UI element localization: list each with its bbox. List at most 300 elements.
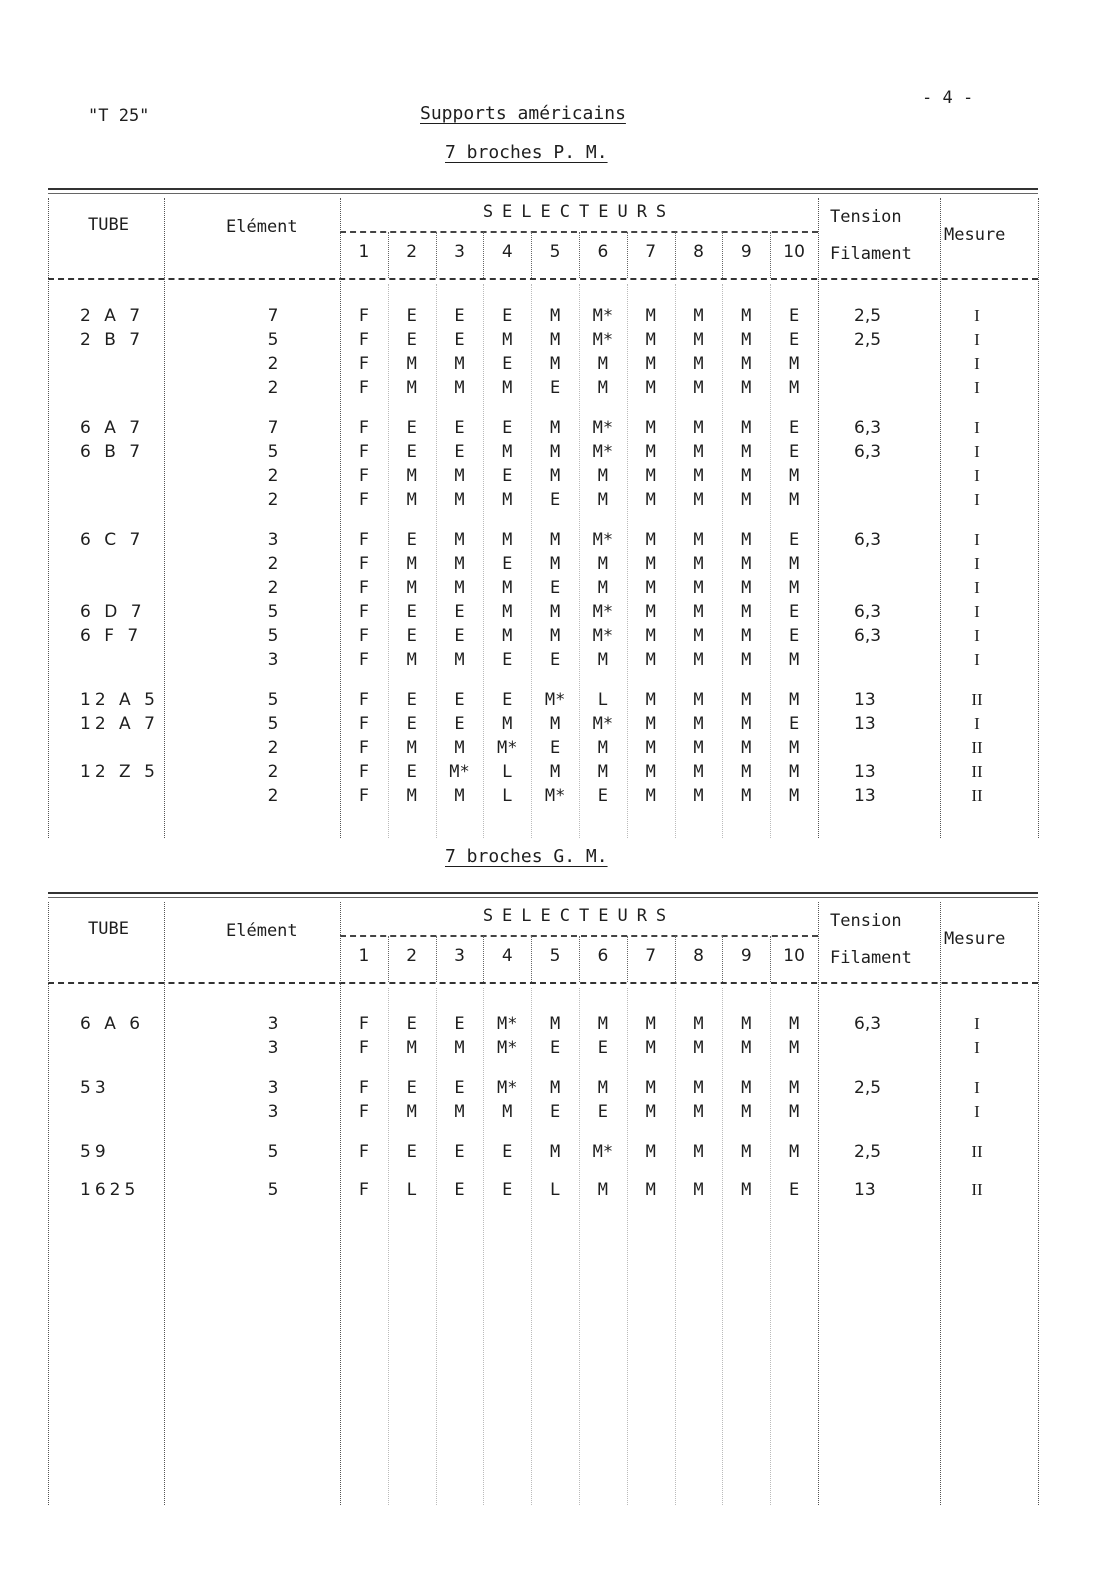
selector-value: M xyxy=(549,762,561,782)
selector-value: E xyxy=(597,1038,609,1058)
element-count: 2 xyxy=(267,786,279,806)
element-count: 3 xyxy=(267,1078,279,1098)
table-top-rule xyxy=(48,188,1038,190)
selector-value: F xyxy=(358,738,370,758)
selector-value: E xyxy=(549,650,561,670)
selector-value: M xyxy=(645,330,656,350)
selector-value: M xyxy=(693,1078,704,1098)
selector-value: M xyxy=(741,1038,752,1058)
element-count: 5 xyxy=(267,1142,279,1162)
table-row xyxy=(48,442,1038,466)
selector-value: F xyxy=(358,1142,370,1162)
selector-value: M xyxy=(549,554,561,574)
selector-column-number: 8 xyxy=(693,242,704,262)
selector-value: M xyxy=(454,354,465,374)
selector-value: F xyxy=(358,330,370,350)
tube-name: 6 A 7 xyxy=(80,418,145,438)
table-top-rule xyxy=(48,892,1038,894)
selector-value: F xyxy=(358,554,370,574)
selector-value: E xyxy=(454,690,465,710)
selector-body-divider xyxy=(483,988,484,1505)
table-7-broches-gm xyxy=(48,892,1038,1505)
table-row xyxy=(48,306,1038,330)
element-count: 2 xyxy=(267,490,279,510)
selector-value: F xyxy=(358,650,370,670)
element-count: 5 xyxy=(267,330,279,350)
element-count: 5 xyxy=(267,714,279,734)
header-tube: TUBE xyxy=(88,215,129,235)
mesure-value: I xyxy=(974,306,980,325)
element-count: 3 xyxy=(267,650,279,670)
selector-value: M xyxy=(597,1078,609,1098)
tension-value: 6,3 xyxy=(854,442,882,462)
selector-value: F xyxy=(358,466,370,486)
table-row xyxy=(48,690,1038,714)
selector-column-number: 1 xyxy=(358,946,370,966)
selector-value: M* xyxy=(592,442,614,462)
tube-name: 6 D 7 xyxy=(80,602,146,622)
column-divider xyxy=(1038,902,1039,1505)
selector-value: F xyxy=(358,626,370,646)
selector-value: E xyxy=(406,418,417,438)
selector-value: M xyxy=(693,1142,704,1162)
table-row xyxy=(48,330,1038,354)
selector-value: M xyxy=(454,738,465,758)
selector-value: M xyxy=(741,418,752,438)
table-row xyxy=(48,1038,1038,1062)
table1-subtitle: 7 broches P. M. xyxy=(445,142,608,163)
element-count: 7 xyxy=(267,306,279,326)
selector-value: F xyxy=(358,442,370,462)
selector-value: M xyxy=(406,378,417,398)
tension-value: 6,3 xyxy=(854,530,882,550)
selector-value: M xyxy=(454,1102,465,1122)
selector-value: M xyxy=(693,306,704,326)
selector-value: M xyxy=(406,786,417,806)
selector-value: M xyxy=(788,1142,800,1162)
selector-value: F xyxy=(358,1014,370,1034)
element-count: 2 xyxy=(267,354,279,374)
element-count: 7 xyxy=(267,418,279,438)
selector-value: E xyxy=(788,714,800,734)
selector-value: M* xyxy=(544,786,566,806)
selector-value: M xyxy=(693,1038,704,1058)
selector-column-number: 8 xyxy=(693,946,704,966)
selector-value: M xyxy=(645,626,656,646)
selector-value: M xyxy=(693,738,704,758)
selector-value: M xyxy=(645,554,656,574)
selector-value: F xyxy=(358,530,370,550)
selector-value: E xyxy=(502,306,513,326)
selector-value: E xyxy=(549,1038,561,1058)
selector-value: M xyxy=(741,490,752,510)
selector-value: E xyxy=(549,738,561,758)
selector-value: E xyxy=(502,354,513,374)
selector-value: M xyxy=(406,1038,417,1058)
selector-value: F xyxy=(358,714,370,734)
selector-value: M xyxy=(645,442,656,462)
header-tube: TUBE xyxy=(88,919,129,939)
selector-column-number: 9 xyxy=(740,946,752,966)
selector-value: M xyxy=(741,578,752,598)
selector-value: E xyxy=(788,1180,800,1200)
table-row xyxy=(48,554,1038,578)
selector-value: M xyxy=(741,554,752,574)
tube-name: 12 A 7 xyxy=(80,714,159,734)
selector-value: M xyxy=(549,1078,561,1098)
mesure-value: I xyxy=(974,650,980,669)
selector-value: M xyxy=(741,1102,752,1122)
selector-column-number: 7 xyxy=(645,946,657,966)
selector-value: M xyxy=(597,650,609,670)
mesure-value: I xyxy=(974,578,980,597)
selector-column-number: 4 xyxy=(501,242,513,262)
header-element: Elément xyxy=(226,217,298,237)
selector-value: M xyxy=(645,1142,656,1162)
selector-value: M xyxy=(693,762,704,782)
tube-name: 59 xyxy=(80,1142,110,1162)
element-count: 2 xyxy=(267,378,279,398)
selector-column-number: 3 xyxy=(454,946,465,966)
selector-value: M xyxy=(788,1014,800,1034)
selector-value: M xyxy=(549,354,561,374)
element-count: 3 xyxy=(267,530,279,550)
selector-value: E xyxy=(788,602,800,622)
selector-value: F xyxy=(358,602,370,622)
element-count: 2 xyxy=(267,762,279,782)
selector-value: E xyxy=(454,1180,465,1200)
selector-value: L xyxy=(502,786,513,806)
selector-value: M* xyxy=(497,1078,518,1098)
selector-value: M xyxy=(645,786,656,806)
selector-value: M xyxy=(788,490,800,510)
selector-value: M xyxy=(693,466,704,486)
table-row xyxy=(48,1078,1038,1102)
selector-value: M xyxy=(741,786,752,806)
selector-value: M xyxy=(741,378,752,398)
selector-value: E xyxy=(454,714,465,734)
tube-name: 12 A 5 xyxy=(80,690,159,710)
selector-value: M xyxy=(645,354,656,374)
selector-value: M xyxy=(693,1014,704,1034)
selector-value: M* xyxy=(592,330,614,350)
selector-value: E xyxy=(406,626,417,646)
selector-value: M xyxy=(788,650,800,670)
selector-value: M xyxy=(502,490,513,510)
selector-column-number: 9 xyxy=(740,242,752,262)
table-row xyxy=(48,1014,1038,1038)
table-row xyxy=(48,650,1038,674)
selector-column-number: 10 xyxy=(783,242,805,262)
selector-value: M xyxy=(549,306,561,326)
header-selecteurs: SELECTEURS xyxy=(482,906,676,926)
selector-value: M xyxy=(454,650,465,670)
selector-value: M xyxy=(549,330,561,350)
selector-value: E xyxy=(549,578,561,598)
selector-value: E xyxy=(406,1078,417,1098)
selector-value: F xyxy=(358,578,370,598)
selector-value: E xyxy=(788,626,800,646)
selector-value: M xyxy=(549,626,561,646)
selector-value: M xyxy=(549,1014,561,1034)
selector-value: E xyxy=(502,466,513,486)
selector-value: E xyxy=(406,1142,417,1162)
selector-value: M xyxy=(741,626,752,646)
mesure-value: I xyxy=(974,466,980,485)
selector-value: M xyxy=(693,330,704,350)
mesure-value: II xyxy=(971,786,983,805)
selector-column-number: 2 xyxy=(406,946,418,966)
selector-value: M xyxy=(406,650,417,670)
selector-value: M xyxy=(645,602,656,622)
selector-value: E xyxy=(406,714,417,734)
selector-value: M xyxy=(406,490,417,510)
mesure-value: I xyxy=(974,602,980,621)
mesure-value: I xyxy=(974,490,980,509)
selector-value: L xyxy=(406,1180,417,1200)
selector-value: M xyxy=(741,1142,752,1162)
selector-value: E xyxy=(454,602,465,622)
selector-value: M xyxy=(788,578,800,598)
header-filament: Filament xyxy=(830,244,912,264)
selector-value: M xyxy=(645,578,656,598)
selector-value: M* xyxy=(497,738,518,758)
table-top-rule-inner xyxy=(48,897,1038,898)
selector-value: M xyxy=(597,378,609,398)
selector-value: E xyxy=(454,330,465,350)
header-mesure: Mesure xyxy=(944,929,1006,949)
tension-value: 6,3 xyxy=(854,1014,882,1034)
selector-value: M* xyxy=(592,714,614,734)
selector-value: E xyxy=(502,554,513,574)
page-title: Supports américains xyxy=(420,103,626,124)
selector-value: M xyxy=(693,442,704,462)
selector-value: M xyxy=(406,1102,417,1122)
selector-value: M xyxy=(693,418,704,438)
selector-value: E xyxy=(454,1142,465,1162)
tension-value: 13 xyxy=(854,762,876,782)
mesure-value: I xyxy=(974,1078,980,1097)
selector-value: M xyxy=(549,1142,561,1162)
selector-value: M xyxy=(645,466,656,486)
selector-value: M xyxy=(454,554,465,574)
selector-value: M xyxy=(788,554,800,574)
selector-value: M xyxy=(741,602,752,622)
table-row xyxy=(48,578,1038,602)
selector-value: M xyxy=(788,1038,800,1058)
selector-column-number: 3 xyxy=(454,242,465,262)
selector-value: M xyxy=(597,554,609,574)
selector-value: M xyxy=(502,626,513,646)
mesure-value: I xyxy=(974,554,980,573)
element-count: 2 xyxy=(267,578,279,598)
selector-value: F xyxy=(358,418,370,438)
element-count: 3 xyxy=(267,1102,279,1122)
header-tension: Tension xyxy=(830,911,902,931)
element-count: 2 xyxy=(267,554,279,574)
selector-value: M* xyxy=(544,690,566,710)
table-row xyxy=(48,354,1038,378)
selector-column-number: 5 xyxy=(549,242,561,262)
selector-value: M xyxy=(454,578,465,598)
selector-value: M xyxy=(645,1078,656,1098)
selector-value: M xyxy=(693,714,704,734)
selector-value: F xyxy=(358,354,370,374)
selector-value: M xyxy=(549,530,561,550)
header-selecteurs: SELECTEURS xyxy=(482,202,676,222)
selector-value: M xyxy=(597,1180,609,1200)
table-row xyxy=(48,418,1038,442)
selector-value: E xyxy=(788,418,800,438)
header-element: Elément xyxy=(226,921,298,941)
selector-value: M xyxy=(645,530,656,550)
selector-value: F xyxy=(358,1102,370,1122)
selector-value: M xyxy=(741,1180,752,1200)
selector-value: M xyxy=(454,530,465,550)
selector-value: E xyxy=(549,378,561,398)
selector-value: E xyxy=(406,306,417,326)
selector-value: M xyxy=(645,690,656,710)
selector-value: M xyxy=(502,442,513,462)
selector-value: M xyxy=(645,1102,656,1122)
selector-value: M xyxy=(693,626,704,646)
header-mesure: Mesure xyxy=(944,225,1006,245)
selector-value: M xyxy=(693,1180,704,1200)
selector-value: E xyxy=(406,442,417,462)
selector-value: M xyxy=(597,762,609,782)
selector-body-divider xyxy=(579,988,580,1505)
selector-value: M xyxy=(645,378,656,398)
selector-value: M xyxy=(788,786,800,806)
mesure-value: I xyxy=(974,418,980,437)
selector-value: M* xyxy=(449,762,470,782)
selector-value: E xyxy=(502,1142,513,1162)
mesure-value: I xyxy=(974,330,980,349)
mesure-value: I xyxy=(974,1014,980,1033)
selector-value: M xyxy=(741,738,752,758)
selector-value: M* xyxy=(592,306,614,326)
selector-value: M xyxy=(502,530,513,550)
selector-value: M xyxy=(502,578,513,598)
selector-body-divider xyxy=(722,988,723,1505)
selector-value: M xyxy=(597,354,609,374)
table-7-broches-pm xyxy=(48,188,1038,838)
selector-value: M xyxy=(788,1102,800,1122)
selector-value: E xyxy=(406,762,417,782)
selector-value: M xyxy=(502,602,513,622)
selector-value: F xyxy=(358,378,370,398)
selector-body-divider xyxy=(531,988,532,1505)
selector-value: L xyxy=(502,762,513,782)
selector-value: M xyxy=(741,442,752,462)
column-divider xyxy=(1038,198,1039,838)
element-count: 5 xyxy=(267,442,279,462)
selector-body-divider xyxy=(770,988,771,1505)
selector-value: M xyxy=(645,306,656,326)
selector-value: M xyxy=(693,786,704,806)
selector-value: M* xyxy=(592,602,614,622)
selector-value: M xyxy=(693,530,704,550)
selector-value: E xyxy=(597,1102,609,1122)
selector-value: M xyxy=(406,466,417,486)
table-row xyxy=(48,1142,1038,1166)
selector-value: M xyxy=(502,714,513,734)
selector-value: E xyxy=(454,626,465,646)
selector-value: E xyxy=(502,418,513,438)
table-row xyxy=(48,626,1038,650)
tension-value: 13 xyxy=(854,1180,876,1200)
mesure-value: II xyxy=(971,1180,983,1199)
tube-name: 1625 xyxy=(80,1180,140,1200)
selector-value: M xyxy=(741,762,752,782)
table-row xyxy=(48,466,1038,490)
header-bottom-rule xyxy=(48,278,1038,280)
selector-value: M xyxy=(406,354,417,374)
selector-value: F xyxy=(358,1180,370,1200)
document-reference: "T 25" xyxy=(88,106,150,126)
selector-value: M xyxy=(502,1102,513,1122)
selector-value: M xyxy=(693,554,704,574)
selector-value: M xyxy=(454,490,465,510)
selector-value: M xyxy=(406,738,417,758)
selector-column-number: 6 xyxy=(597,242,609,262)
mesure-value: II xyxy=(971,690,983,709)
selector-value: E xyxy=(788,306,800,326)
mesure-value: I xyxy=(974,354,980,373)
selector-value: E xyxy=(406,690,417,710)
selector-value: M xyxy=(645,1014,656,1034)
element-count: 3 xyxy=(267,1038,279,1058)
selector-value: E xyxy=(549,490,561,510)
selector-value: M xyxy=(549,602,561,622)
selector-value: M* xyxy=(592,530,614,550)
selector-value: M xyxy=(549,466,561,486)
tension-value: 6,3 xyxy=(854,602,882,622)
mesure-value: I xyxy=(974,1102,980,1121)
tension-value: 13 xyxy=(854,690,876,710)
selector-value: M xyxy=(502,378,513,398)
selector-value: M xyxy=(741,330,752,350)
table-row xyxy=(48,714,1038,738)
selector-value: M xyxy=(741,306,752,326)
selector-value: M* xyxy=(592,418,614,438)
selector-value: M xyxy=(549,442,561,462)
selector-value: M xyxy=(549,714,561,734)
selector-value: M xyxy=(741,354,752,374)
selector-column-number: 1 xyxy=(358,242,370,262)
tube-name: 6 F 7 xyxy=(80,626,143,646)
selector-value: M xyxy=(788,690,800,710)
mesure-value: I xyxy=(974,1038,980,1057)
selector-value: E xyxy=(788,530,800,550)
selector-value: E xyxy=(502,1180,513,1200)
mesure-value: II xyxy=(971,738,983,757)
element-count: 2 xyxy=(267,738,279,758)
mesure-value: II xyxy=(971,1142,983,1161)
selector-value: E xyxy=(502,690,513,710)
selector-column-number: 7 xyxy=(645,242,657,262)
tube-name: 53 xyxy=(80,1078,110,1098)
selector-value: M xyxy=(645,490,656,510)
selector-value: M xyxy=(645,650,656,670)
mesure-value: I xyxy=(974,714,980,733)
mesure-value: I xyxy=(974,530,980,549)
table-row xyxy=(48,738,1038,762)
selector-value: E xyxy=(454,306,465,326)
selector-value: M xyxy=(597,490,609,510)
selector-value: M xyxy=(741,714,752,734)
selector-value: M xyxy=(741,1014,752,1034)
